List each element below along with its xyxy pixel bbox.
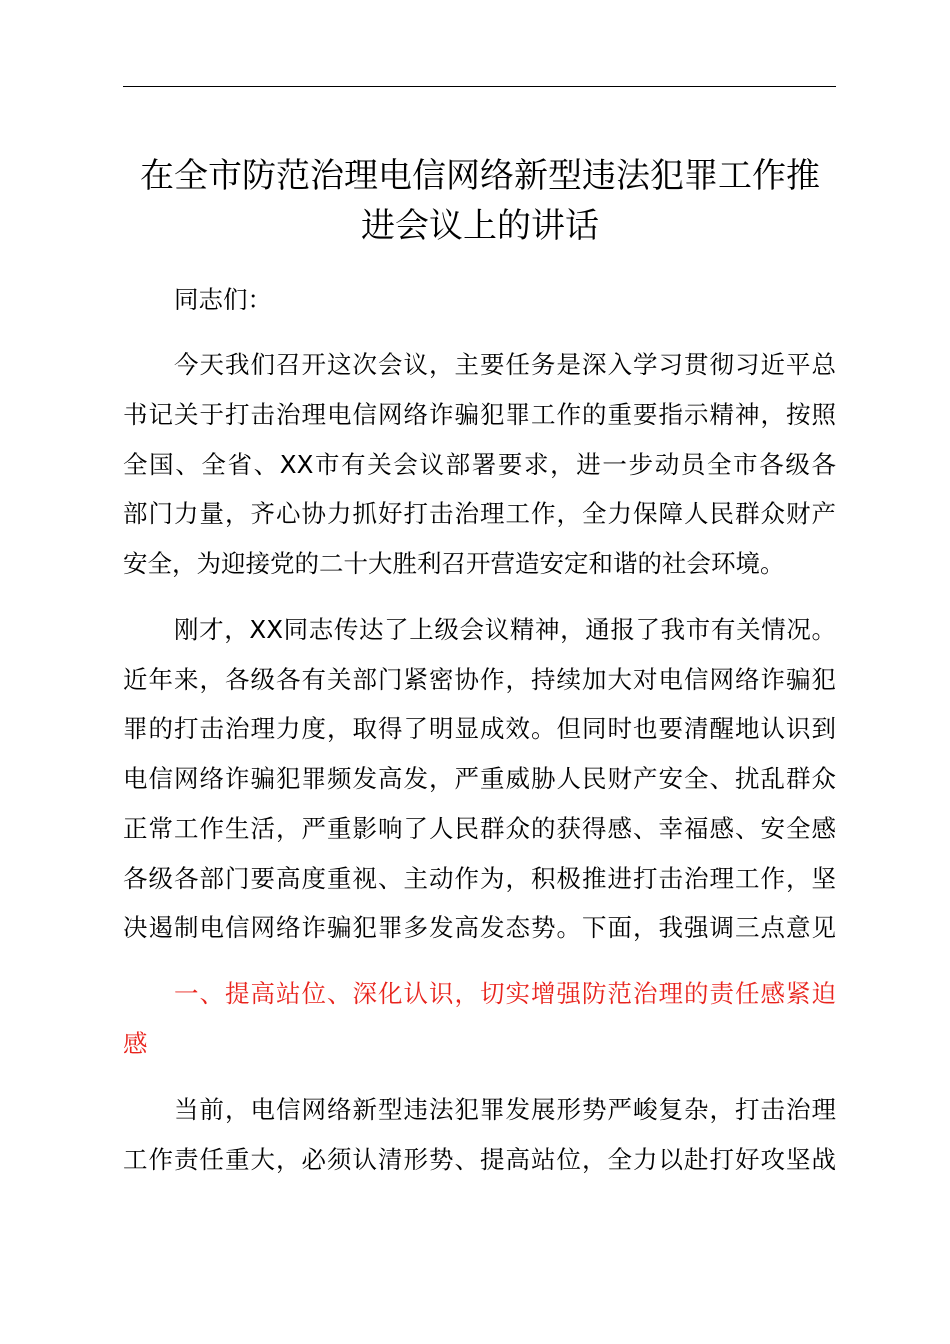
paragraph-2-line: 正常工作生活，严重影响了人民群众的获得感、幸福感、安全感 (123, 814, 836, 843)
paragraph-1-line: 全国、全省、XX市有关会议部署要求，进一步动员全市各级各 (123, 450, 836, 479)
section-1-heading-line: 一、提高站位、深化认识，切实增强防范治理的责任感紧迫 (174, 979, 836, 1008)
paragraph-2-line: 电信网络诈骗犯罪频发高发，严重威胁人民财产安全、扰乱群众 (123, 764, 836, 793)
paragraph-2-line: 近年来，各级各有关部门紧密协作，持续加大对电信网络诈骗犯 (123, 665, 836, 694)
paragraph-1-line: 今天我们召开这次会议，主要任务是深入学习贯彻习近平总 (174, 350, 836, 379)
paragraph-2-line: 刚才，XX同志传达了上级会议精神，通报了我市有关情况。 (174, 615, 836, 644)
paragraph-2-line: 各级各部门要高度重视、主动作为，积极推进打击治理工作，坚 (123, 864, 836, 893)
paragraph-1-line: 部门力量，齐心协力抓好打击治理工作，全力保障人民群众财产 (123, 499, 836, 528)
paragraph-1-line: 安全，为迎接党的二十大胜利召开营造安定和谐的社会环境。 (123, 549, 785, 578)
paragraph-3-line: 当前，电信网络新型违法犯罪发展形势严峻复杂，打击治理 (174, 1095, 836, 1124)
paragraph-1-line: 书记关于打击治理电信网络诈骗犯罪工作的重要指示精神，按照 (123, 400, 836, 429)
section-1-heading-line: 感 (123, 1029, 148, 1058)
salutation: 同志们： (174, 285, 272, 314)
paragraph-3-line: 工作责任重大，必须认清形势、提高站位，全力以赴打好攻坚战 (123, 1145, 836, 1174)
paragraph-2-line: 决遏制电信网络诈骗犯罪多发高发态势。下面，我强调三点意见 (123, 913, 836, 942)
paragraph-2-line: 罪的打击治理力度，取得了明显成效。但同时也要清醒地认识到 (123, 714, 836, 743)
document-title-line-1: 在全市防范治理电信网络新型违法犯罪工作推 (140, 156, 820, 196)
document-title-line-2: 进会议上的讲话 (361, 206, 599, 246)
header-rule (123, 86, 836, 87)
